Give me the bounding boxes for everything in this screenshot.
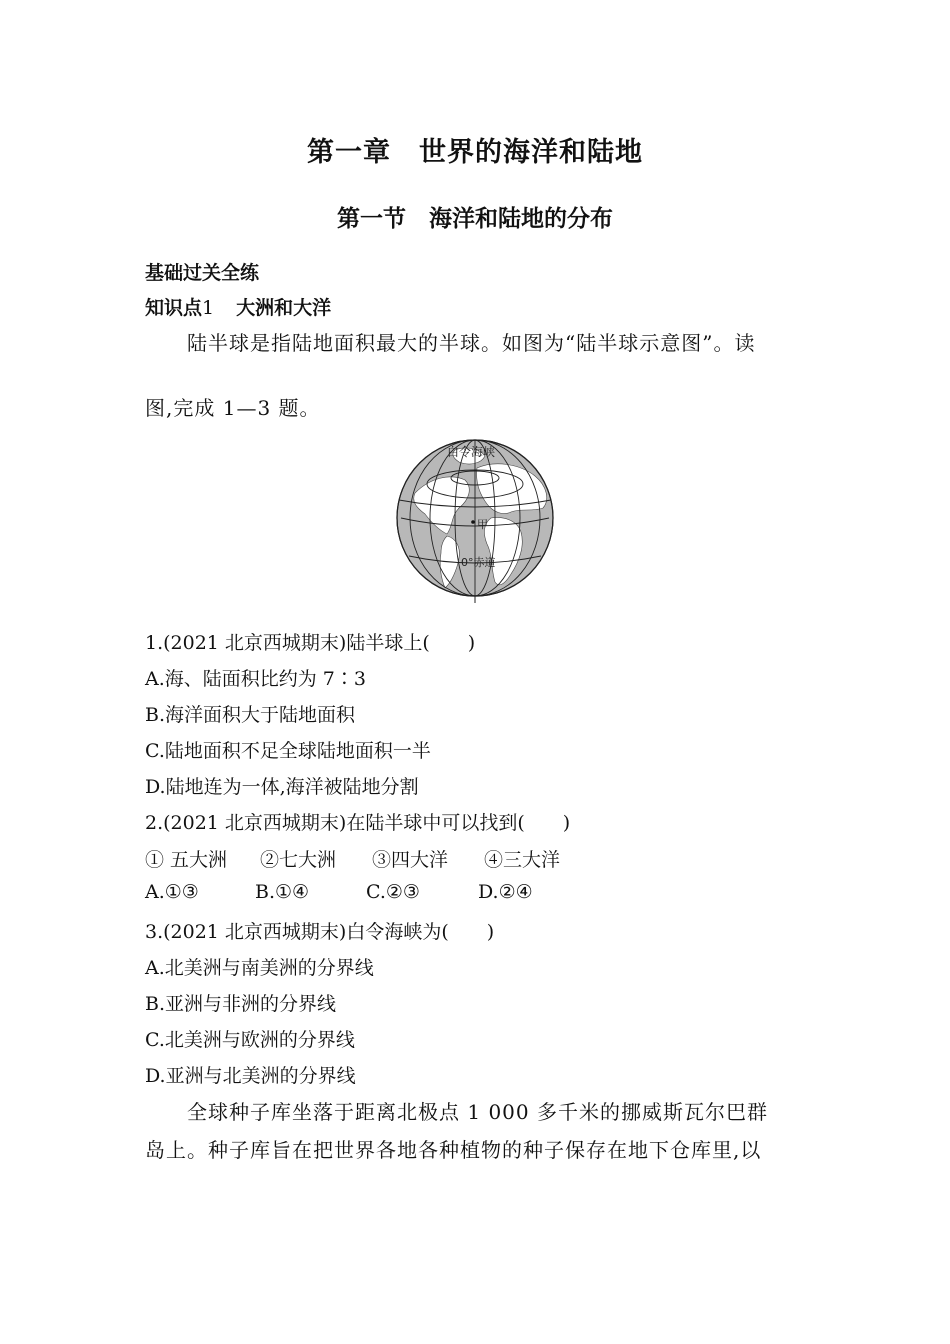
question-1-option-c: C.陆地面积不足全球陆地面积一半 — [145, 740, 431, 762]
label-jia: 甲 — [477, 518, 488, 531]
question-2-item-2: ②七大洲 — [260, 849, 337, 871]
question-2-stem: 2.(2021 北京西城期末)在陆半球中可以找到( ) — [145, 812, 571, 834]
question-1-stem: 1.(2021 北京西城期末)陆半球上( ) — [145, 632, 476, 654]
question-2-item-4: ④三大洋 — [484, 849, 561, 871]
question-3-option-b: B.亚洲与非洲的分界线 — [145, 993, 337, 1015]
knowledge-point-label: 知识点 — [145, 297, 203, 319]
question-2-items — [145, 845, 560, 872]
question-3-option-c: C.北美洲与欧洲的分界线 — [145, 1029, 355, 1051]
section-title: 第一节 海洋和陆地的分布 — [337, 206, 613, 232]
question-1-option-b: B.海洋面积大于陆地面积 — [145, 704, 356, 726]
question-2-option-b: B.①④ — [255, 881, 310, 903]
question-2-option-a: A.①③ — [145, 881, 199, 903]
chapter-title: 第一章 世界的海洋和陆地 — [307, 137, 643, 168]
question-2-item-1: ① 五大洲 — [145, 849, 228, 871]
knowledge-point-heading — [145, 293, 331, 320]
knowledge-point-title: 大洲和大洋 — [236, 297, 332, 319]
intro-line-1: 陆半球是指陆地面积最大的半球。如图为“陆半球示意图”。读 — [187, 331, 756, 355]
question-1-option-a: A.海、陆面积比约为 7∶3 — [145, 668, 366, 690]
label-bering-strait: 白令海峡 — [447, 445, 496, 459]
question-2-option-d: D.②④ — [478, 881, 533, 903]
knowledge-point-number: 1 — [202, 297, 215, 319]
question-3-option-a: A.北美洲与南美洲的分界线 — [145, 957, 374, 979]
closing-line-1: 全球种子库坐落于距离北极点 1 000 多千米的挪威斯瓦尔巴群 — [187, 1100, 768, 1124]
question-3-option-d: D.亚洲与北美洲的分界线 — [145, 1065, 356, 1087]
closing-line-2: 岛上。种子库旨在把世界各地各种植物的种子保存在地下仓库里,以 — [145, 1138, 762, 1162]
question-1-option-d: D.陆地连为一体,海洋被陆地分割 — [145, 776, 419, 798]
question-2-item-3: ③四大洋 — [372, 849, 449, 871]
question-2-options — [145, 881, 533, 903]
intro-line-2: 图,完成 1—3 题。 — [145, 396, 321, 420]
label-equator: 0°赤道 — [461, 556, 496, 569]
practice-heading: 基础过关全练 — [145, 262, 260, 284]
question-2-option-c: C.②③ — [366, 881, 420, 903]
land-hemisphere-figure — [395, 438, 555, 603]
question-3-stem: 3.(2021 北京西城期末)白令海峡为( ) — [145, 921, 495, 943]
land-hemisphere-map — [395, 438, 555, 603]
point-jia-marker — [471, 520, 475, 524]
